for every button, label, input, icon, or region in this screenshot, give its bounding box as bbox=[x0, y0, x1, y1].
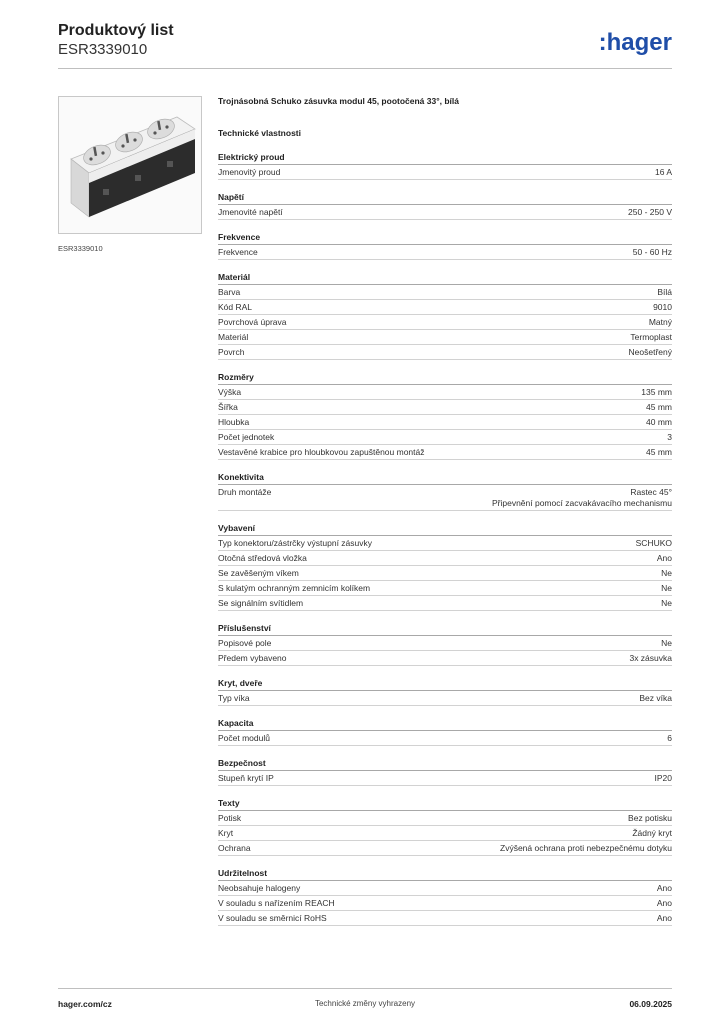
spec-row bbox=[218, 596, 672, 611]
spec-value: 50 - 60 Hz bbox=[632, 246, 672, 257]
spec-value: 250 - 250 V bbox=[628, 206, 672, 217]
hager-logo bbox=[592, 26, 672, 60]
spec-value: Neošetřený bbox=[628, 346, 672, 357]
technical-properties-heading: Technické vlastnosti bbox=[218, 128, 301, 138]
spec-label: Materiál bbox=[218, 331, 249, 342]
spec-value: 45 mm bbox=[646, 446, 672, 457]
spec-value: 3 bbox=[667, 431, 672, 442]
spec-value: 45 mm bbox=[646, 401, 672, 412]
spec-row bbox=[218, 315, 672, 330]
section-title: Udržitelnost bbox=[218, 866, 672, 881]
footer-disclaimer: Technické změny vyhrazeny bbox=[314, 999, 416, 1008]
spec-value: 135 mm bbox=[641, 386, 672, 397]
spec-row bbox=[218, 771, 672, 786]
spec-value: Ne bbox=[661, 567, 672, 578]
spec-section bbox=[218, 270, 672, 360]
spec-section bbox=[218, 796, 672, 856]
spec-label: V souladu se směrnicí RoHS bbox=[218, 912, 327, 923]
spec-value-line: Rastec 45° bbox=[630, 486, 672, 497]
spec-label: Typ víka bbox=[218, 692, 250, 703]
spec-section bbox=[218, 621, 672, 666]
spec-section bbox=[218, 756, 672, 786]
spec-value: Ano bbox=[656, 552, 672, 563]
spec-row bbox=[218, 896, 672, 911]
spec-value: 6 bbox=[667, 732, 672, 743]
spec-label: S kulatým ochranným zemnicím kolíkem bbox=[218, 582, 371, 593]
spec-label: Hloubka bbox=[218, 416, 250, 427]
spec-row bbox=[218, 485, 672, 511]
spec-value: Ne bbox=[661, 637, 672, 648]
spec-label: Předem vybaveno bbox=[218, 652, 287, 663]
spec-value: Ne bbox=[661, 597, 672, 608]
spec-row bbox=[218, 165, 672, 180]
spec-row bbox=[218, 385, 672, 400]
spec-label: Neobsahuje halogeny bbox=[218, 882, 301, 893]
spec-row bbox=[218, 841, 672, 856]
spec-value: 40 mm bbox=[646, 416, 672, 427]
spec-label: Otočná středová vložka bbox=[218, 552, 307, 563]
spec-value: Zvýšená ochrana proti nebezpečnému dotyku bbox=[500, 842, 672, 853]
spec-row bbox=[218, 430, 672, 445]
spec-label: Počet modulů bbox=[218, 732, 270, 743]
spec-row bbox=[218, 566, 672, 581]
spec-section bbox=[218, 470, 672, 511]
footer-website: hager.com/cz bbox=[58, 999, 112, 1009]
spec-label: Barva bbox=[218, 286, 241, 297]
spec-label: Šířka bbox=[218, 401, 238, 412]
spec-section bbox=[218, 676, 672, 706]
spec-label: Ochrana bbox=[218, 842, 251, 853]
spec-value bbox=[492, 487, 672, 509]
spec-row bbox=[218, 536, 672, 551]
page-header bbox=[58, 22, 672, 69]
spec-section bbox=[218, 150, 672, 180]
page-footer bbox=[58, 988, 672, 1019]
spec-label: Povrchová úprava bbox=[218, 316, 287, 327]
spec-value: 16 A bbox=[654, 166, 672, 177]
spec-label: Stupeň krytí IP bbox=[218, 772, 274, 783]
spec-section bbox=[218, 866, 672, 926]
spec-label: Kryt bbox=[218, 827, 234, 838]
spec-label: Vestavěné krabice pro hloubkovou zapuštěnou montáž bbox=[218, 446, 425, 457]
spec-value: 9010 bbox=[653, 301, 672, 312]
spec-label: Se zavěšeným víkem bbox=[218, 567, 299, 578]
spec-value: Ano bbox=[656, 897, 672, 908]
spec-row bbox=[218, 415, 672, 430]
spec-label: Potisk bbox=[218, 812, 242, 823]
spec-row bbox=[218, 400, 672, 415]
spec-value: IP20 bbox=[654, 772, 672, 783]
spec-value: 3x zásuvka bbox=[629, 652, 672, 663]
section-title: Bezpečnost bbox=[218, 756, 672, 771]
section-title: Texty bbox=[218, 796, 672, 811]
specification-content bbox=[218, 94, 672, 926]
section-title: Materiál bbox=[218, 270, 672, 285]
section-title: Rozměry bbox=[218, 370, 672, 385]
spec-row bbox=[218, 300, 672, 315]
section-title: Frekvence bbox=[218, 230, 672, 245]
section-title: Konektivita bbox=[218, 470, 672, 485]
spec-row bbox=[218, 691, 672, 706]
spec-label: Druh montáže bbox=[218, 486, 272, 497]
logo-text: :hager bbox=[598, 29, 672, 56]
spec-sections bbox=[218, 150, 672, 926]
spec-row bbox=[218, 581, 672, 596]
spec-section bbox=[218, 521, 672, 611]
spec-label: Se signálním svítidlem bbox=[218, 597, 304, 608]
spec-row bbox=[218, 445, 672, 460]
spec-section bbox=[218, 190, 672, 220]
spec-section bbox=[218, 716, 672, 746]
socket-illustration bbox=[59, 97, 201, 233]
spec-row bbox=[218, 245, 672, 260]
spec-row bbox=[218, 330, 672, 345]
spec-row bbox=[218, 651, 672, 666]
spec-value: Bez víka bbox=[639, 692, 672, 703]
spec-row bbox=[218, 636, 672, 651]
footer-date: 06.09.2025 bbox=[629, 999, 672, 1009]
spec-value: Bílá bbox=[657, 286, 672, 297]
section-title: Vybavení bbox=[218, 521, 672, 536]
spec-row bbox=[218, 911, 672, 926]
spec-row bbox=[218, 811, 672, 826]
spec-section bbox=[218, 230, 672, 260]
spec-label: Kód RAL bbox=[218, 301, 253, 312]
section-title: Napětí bbox=[218, 190, 672, 205]
section-title: Kryt, dveře bbox=[218, 676, 672, 691]
section-title: Elektrický proud bbox=[218, 150, 672, 165]
spec-value: Žádný kryt bbox=[632, 827, 672, 838]
product-code: ESR3339010 bbox=[58, 41, 148, 58]
spec-label: Povrch bbox=[218, 346, 245, 357]
spec-label: Popisové pole bbox=[218, 637, 272, 648]
spec-value: Bez potisku bbox=[628, 812, 672, 823]
spec-label: Výška bbox=[218, 386, 242, 397]
spec-row bbox=[218, 881, 672, 896]
spec-value: SCHUKO bbox=[635, 537, 672, 548]
document-title: Produktový list bbox=[58, 22, 174, 39]
spec-row bbox=[218, 551, 672, 566]
spec-value: Matný bbox=[648, 316, 672, 327]
spec-label: Frekvence bbox=[218, 246, 258, 257]
product-image bbox=[58, 96, 202, 234]
spec-label: Jmenovitý proud bbox=[218, 166, 281, 177]
spec-label: V souladu s nařízením REACH bbox=[218, 897, 335, 908]
spec-label: Jmenovité napětí bbox=[218, 206, 283, 217]
section-title: Kapacita bbox=[218, 716, 672, 731]
spec-row bbox=[218, 205, 672, 220]
image-caption: ESR3339010 bbox=[58, 244, 103, 253]
spec-section bbox=[218, 370, 672, 460]
product-description: Trojnásobná Schuko zásuvka modul 45, pootočená 33°, bílá bbox=[218, 96, 459, 106]
spec-label: Počet jednotek bbox=[218, 431, 275, 442]
spec-row bbox=[218, 345, 672, 360]
spec-value: Ne bbox=[661, 582, 672, 593]
section-title: Příslušenství bbox=[218, 621, 672, 636]
spec-value: Ano bbox=[656, 912, 672, 923]
spec-value: Ano bbox=[656, 882, 672, 893]
spec-row bbox=[218, 285, 672, 300]
spec-label: Typ konektoru/zástrčky výstupní zásuvky bbox=[218, 537, 373, 548]
spec-row bbox=[218, 826, 672, 841]
spec-value: Termoplast bbox=[630, 331, 672, 342]
spec-value-line: Připevnění pomocí zacvakávacího mechanismu bbox=[491, 497, 672, 508]
spec-row bbox=[218, 731, 672, 746]
